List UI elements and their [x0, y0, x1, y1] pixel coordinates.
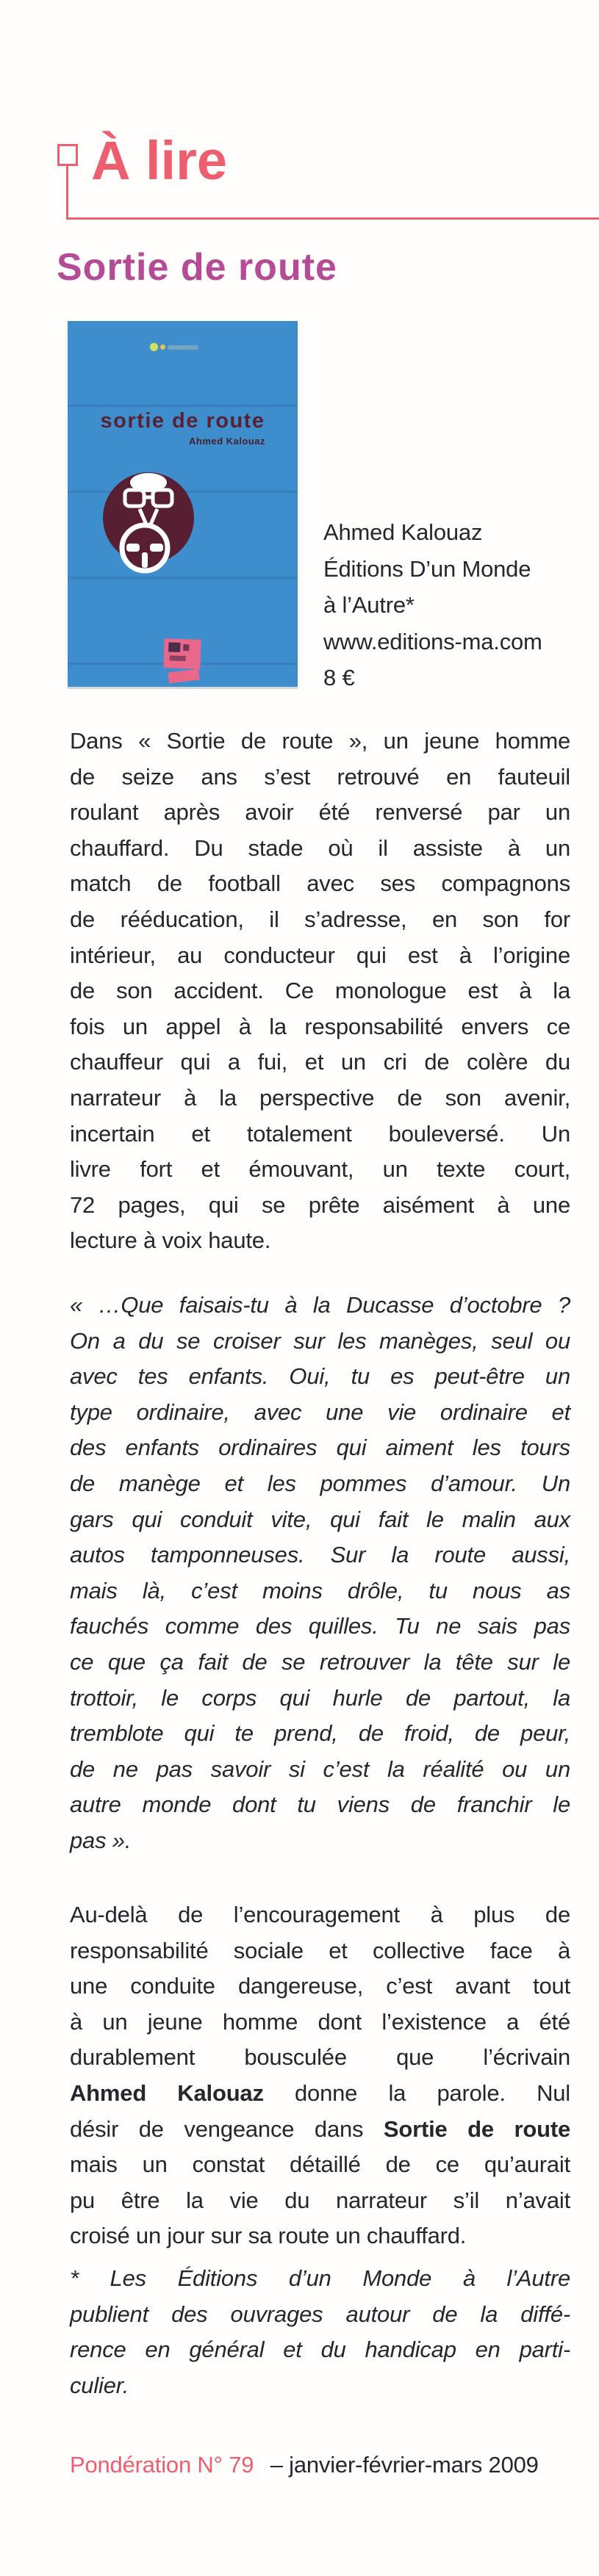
text-line: chauffeur qui a fui, et un cri de colère du	[70, 1049, 570, 1075]
text-line: match de football avec ses compagnons	[70, 870, 570, 897]
cover-title: sortie de route	[100, 409, 265, 433]
text-line: roulant après avoir été renversé par un	[70, 799, 570, 826]
text-line: de seize ans s’est retrouvé en fauteuil	[70, 763, 570, 790]
text-line: type ordinaire, avec une vie ordinaire et	[70, 1399, 570, 1425]
text-line: incertain et totalement bouleversé. Un	[70, 1120, 570, 1147]
text-line: Éditions D’un Monde	[323, 555, 531, 582]
text-line: Ahmed Kalouaz	[323, 519, 483, 545]
text-line: responsabilité sociale et collective face à	[70, 1937, 570, 1963]
publisher-footnote	[70, 2261, 570, 2403]
text-line: durablement bousculée que l’écrivain	[70, 2044, 570, 2071]
text-line: pas ».	[70, 1827, 132, 1853]
text-line: * Les Éditions d’un Monde à l’Autre	[70, 2265, 570, 2291]
text-line: lecture à voix haute.	[70, 1227, 271, 1254]
text-line: Dans « Sortie de route », un jeune homme	[70, 728, 570, 754]
section-marker-connector	[66, 164, 68, 220]
text-line: narrateur à la perspective de son avenir,	[70, 1084, 570, 1111]
driver-face-illustration	[97, 468, 207, 585]
text-line: mais là, c’est moins drôle, tu nous as	[70, 1577, 570, 1603]
text-line: des enfants ordinaires qui aiment les tours	[70, 1435, 570, 1461]
text-line: désir de vengeance dans Sortie de route	[70, 2115, 570, 2142]
logo-dot	[160, 344, 165, 350]
text-line: pu être la vie du narrateur s’il n’avait	[70, 2187, 570, 2213]
page-footer	[70, 2452, 570, 2478]
text-line: de rééducation, il s’adresse, en son for	[70, 906, 570, 932]
text-line: ce que ça fait de se retrouver la tête sur le	[70, 1648, 570, 1675]
text-line: de manège et les pommes d’amour. Un	[70, 1470, 570, 1496]
logo-dot	[150, 343, 158, 351]
text-line: fauchés comme des quilles. Tu ne sais pas	[70, 1613, 570, 1639]
paragraph-commentary	[70, 1897, 570, 2254]
text-line: rence en général et du handicap en parti-	[70, 2337, 570, 2363]
book-info	[323, 514, 577, 696]
text-line: 72 pages, qui se prête aisément à une	[70, 1191, 570, 1218]
text-line: autos tamponneuses. Sur la route aussi,	[70, 1542, 570, 1568]
cover-author: Ahmed Kalouaz	[188, 436, 265, 447]
section-divider-rule	[66, 217, 599, 220]
publisher-stamp	[163, 638, 201, 669]
publisher-stamp-tab	[168, 668, 200, 683]
text-line: livre fort et émouvant, un texte court,	[70, 1156, 570, 1183]
text-line: autre monde dont tu viens de franchir le	[70, 1792, 570, 1818]
publisher-logo-icon	[150, 343, 198, 351]
text-line: avec tes enfants. Oui, tu es peut-être un	[70, 1363, 570, 1390]
text-line: gars qui conduit vite, qui fait le malin aux	[70, 1506, 570, 1532]
paragraph-intro	[70, 724, 570, 1259]
text-line: « …Que faisais-tu à la Ducasse d’octobre ?	[70, 1292, 570, 1318]
text-line: culier.	[70, 2372, 129, 2398]
text-line: à un jeune homme dont l’existence a été	[70, 2008, 570, 2035]
stamp-mark	[183, 644, 189, 651]
article-title: Sortie de route	[57, 246, 337, 289]
text-line: une conduite dangereuse, c’est avant tout	[70, 1973, 570, 1999]
stamp-mark	[170, 655, 186, 661]
logo-wordmark	[168, 345, 198, 350]
section-marker-icon	[57, 144, 78, 166]
text-line: croisé un jour sur sa route un chauffard.	[70, 2223, 467, 2249]
magazine-name: Pondération N° 79	[70, 2452, 254, 2478]
section-title: À lire	[91, 130, 228, 191]
text-line: tremblote qui te prend, de froid, de peur,	[70, 1720, 570, 1747]
text-line: mais un constat détaillé de ce qu’aurait	[70, 2151, 570, 2178]
text-line: Au-delà de l’encouragement à plus de	[70, 1902, 570, 1927]
text-line: Ahmed Kalouaz donne la parole. Nul	[70, 2079, 570, 2106]
text-line: à l’Autre*	[323, 592, 415, 618]
text-line: 8 €	[323, 665, 355, 690]
text-line: On a du se croiser sur les manèges, seul ou	[70, 1327, 570, 1354]
book-excerpt-quote	[70, 1288, 570, 1859]
text-line: de son accident. Ce monologue est à la	[70, 978, 570, 1004]
issue-date: – janvier-février-mars 2009	[270, 2452, 539, 2478]
text-line: publient des ouvrages autour de la diffé-	[70, 2301, 570, 2327]
text-line: fois un appel à la responsabilité envers ce	[70, 1013, 570, 1039]
text-line: de ne pas savoir si c’est la réalité ou un	[70, 1756, 570, 1782]
stamp-mark	[168, 642, 180, 652]
text-line: intérieur, au conducteur qui est à l’origine	[70, 942, 570, 968]
text-line: www.editions-ma.com	[323, 628, 542, 654]
book-cover	[68, 321, 298, 687]
text-line: trottoir, le corps qui hurle de partout, la	[70, 1684, 570, 1711]
text-line: chauffard. Du stade où il assiste à un	[70, 834, 570, 861]
